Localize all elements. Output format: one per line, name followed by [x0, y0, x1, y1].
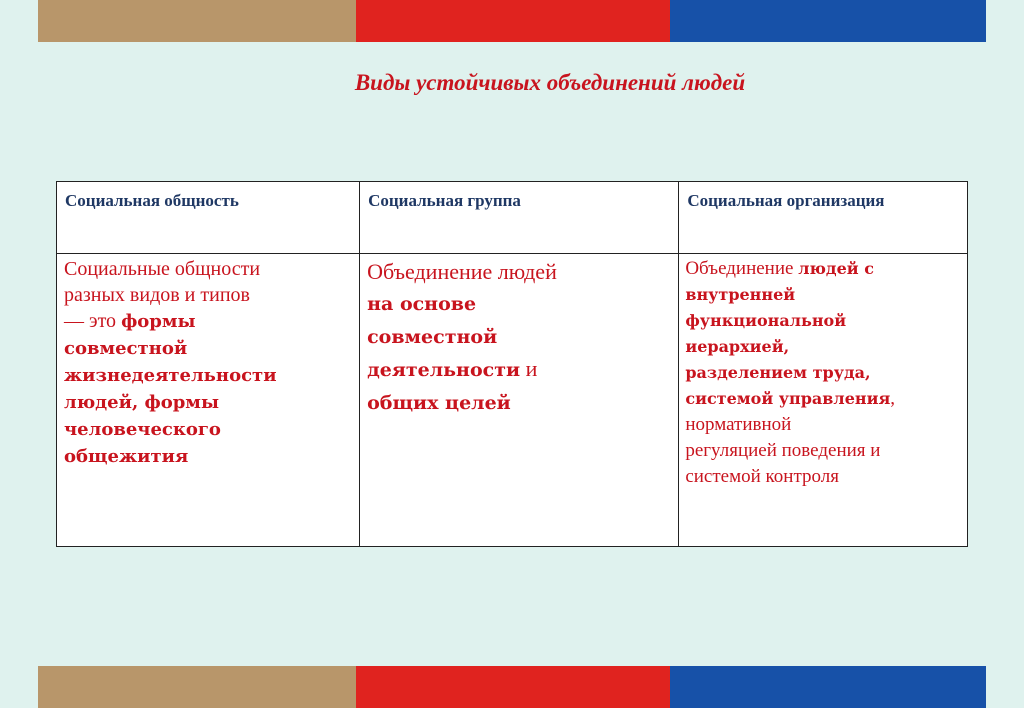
- text-line: [367, 353, 670, 386]
- text-fragment: ,: [890, 388, 896, 409]
- text-line: разных видов и типов: [64, 284, 250, 306]
- body-cell-community: [57, 254, 360, 547]
- text-line-bold: общих целей: [367, 392, 511, 414]
- top-stripe-red: [356, 0, 670, 42]
- header-cell: [679, 182, 968, 254]
- header-social-organization: Социальная организация: [687, 191, 885, 210]
- table-header-row: [57, 182, 968, 254]
- body-cell-organization: [679, 254, 968, 547]
- slide-title: Виды устойчивых объединений людей: [354, 70, 746, 95]
- text-line-bold: общежития: [64, 446, 189, 467]
- text-line-bold: разделением труда,: [685, 363, 871, 382]
- text-line-bold: внутренней: [685, 285, 796, 304]
- organization-definition: [679, 254, 967, 490]
- text-fragment: и: [520, 356, 538, 381]
- body-cell-group: [360, 254, 679, 547]
- text-fragment-bold: системой управления: [685, 389, 891, 408]
- text-line: [64, 308, 351, 335]
- text-line-bold: на основе: [367, 293, 477, 315]
- header-social-group: Социальная группа: [368, 191, 521, 210]
- text-line-bold: людей, формы: [64, 392, 219, 413]
- text-line: нормативной: [685, 414, 792, 435]
- text-fragment-bold: формы: [121, 311, 196, 332]
- header-cell: [360, 182, 679, 254]
- text-line-bold: совместной: [367, 326, 498, 348]
- top-stripe-blue: [670, 0, 986, 42]
- text-line: Социальные общности: [64, 258, 261, 280]
- text-line-bold: человеческого: [64, 419, 221, 440]
- comparison-table: [56, 181, 968, 547]
- header-social-community: Социальная общность: [65, 191, 239, 210]
- text-line: Объединение людей: [367, 259, 557, 284]
- text-line-bold: совместной: [64, 338, 188, 359]
- text-line: регуляцией поведения и: [685, 440, 881, 461]
- text-line-bold: функциональной: [685, 311, 847, 330]
- text-fragment-bold: людей с: [798, 259, 874, 278]
- text-line-bold: иерархией,: [685, 337, 790, 356]
- text-line: системой контроля: [685, 466, 839, 487]
- bottom-stripe-blue: [670, 666, 986, 708]
- text-line-bold: жизнедеятельности: [64, 365, 277, 386]
- table-body-row: [57, 254, 968, 547]
- text-line: [685, 256, 961, 282]
- text-fragment-bold: деятельности: [367, 359, 521, 381]
- community-definition: [57, 254, 359, 470]
- top-stripe-tan: [38, 0, 356, 42]
- header-cell: [57, 182, 360, 254]
- text-fragment: Объединение: [685, 258, 799, 279]
- bottom-stripe-red: [356, 666, 670, 708]
- bottom-stripe-tan: [38, 666, 356, 708]
- text-line: [685, 386, 961, 412]
- group-definition: [360, 254, 678, 419]
- text-fragment: — это: [64, 310, 122, 332]
